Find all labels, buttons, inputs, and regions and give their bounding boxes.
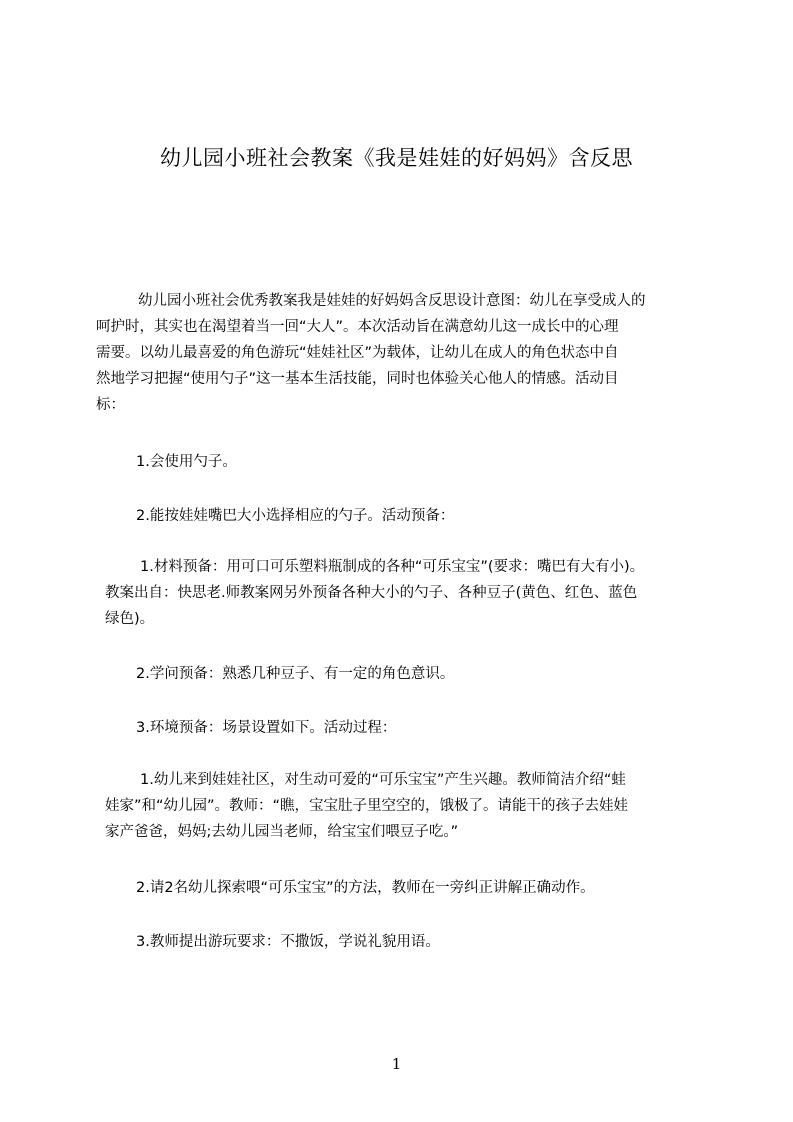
document-title: 幼儿园小班社会教案《我是娃娃的好妈妈》含反思 xyxy=(160,146,633,170)
process-item-3: 3.教师提出游玩要求：不撒饭，学说礼貌用语。 xyxy=(136,934,440,950)
goal-item-1: 1.会使用勺子。 xyxy=(136,454,237,470)
intro-line-3: 需要。以幼儿最喜爱的角色游玩“娃娃社区”为载体，让幼儿在成人的角色状态中自 xyxy=(96,345,619,361)
intro-line-4: 然地学习把握“使用勺子”这一基本生活技能，同时也体验关心他人的情感。活动目 xyxy=(96,371,619,387)
process-1-line-1: 1.幼儿来到娃娃社区，对生动可爱的“可乐宝宝”产生兴趣。教师简洁介绍“蛙 xyxy=(140,772,626,788)
goal-item-2: 2.能按娃娃嘴巴大小选择相应的勺子。活动预备： xyxy=(136,508,455,524)
process-item-1 xyxy=(105,767,708,845)
prep-1-line-1: 1.材料预备：用可口可乐塑料瓶制成的各种“可乐宝宝”(要求：嘴巴有大有小)。 xyxy=(140,559,645,575)
process-1-line-2: 娃家”和“幼儿园”。教师：“瞧，宝宝肚子里空空的，饿极了。请能干的孩子去娃娃 xyxy=(105,798,629,814)
intro-paragraph xyxy=(96,288,708,418)
page-number: 1 xyxy=(391,1055,402,1073)
prep-item-2: 2.学问预备：熟悉几种豆子、有一定的角色意识。 xyxy=(136,666,455,682)
prep-item-1 xyxy=(105,554,708,632)
process-item-2: 2.请2名幼儿探索喂“可乐宝宝”的方法，教师在一旁纠正讲解正确动作。 xyxy=(136,880,595,896)
prep-item-3: 3.环境预备：场景设置如下。活动过程： xyxy=(136,720,397,736)
prep-1-line-3: 绿色)。 xyxy=(105,611,155,627)
process-1-line-3: 家产爸爸，妈妈;去幼儿园当老师，给宝宝们喂豆子吃。” xyxy=(105,824,459,840)
prep-1-line-2: 教案出自：快思老.师教案网另外预备各种大小的勺子、各种豆子(黄色、红色、蓝色 xyxy=(105,585,638,601)
intro-line-2: 呵护时，其实也在渴望着当一回“大人”。本次活动旨在满意幼儿这一成长中的心理 xyxy=(96,319,619,335)
intro-line-5: 标： xyxy=(96,397,125,413)
intro-line-1: 幼儿园小班社会优秀教案我是娃娃的好妈妈含反思设计意图：幼儿在享受成人的 xyxy=(138,293,646,309)
